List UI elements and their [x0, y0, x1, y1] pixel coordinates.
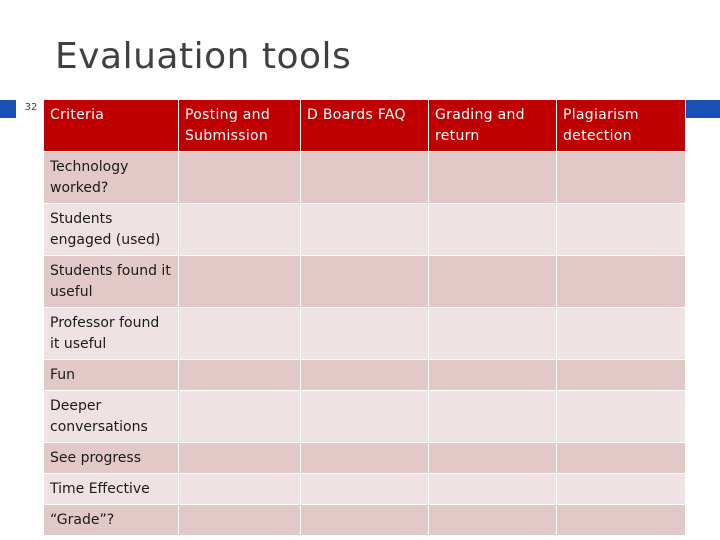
- slide-number: 32: [16, 98, 46, 118]
- table-cell: [179, 308, 301, 360]
- table-row: [44, 204, 686, 256]
- header-criteria: Criteria: [44, 100, 179, 152]
- slide-title: Evaluation tools: [55, 36, 352, 77]
- table-cell: [557, 391, 686, 443]
- table-cell: [179, 505, 301, 536]
- table-cell: [557, 474, 686, 505]
- table-cell: [179, 152, 301, 204]
- header-posting-submission: Posting and Submission: [179, 100, 301, 152]
- row-label: Fun: [44, 360, 179, 391]
- table-cell: [557, 204, 686, 256]
- row-label: Technology worked?: [44, 152, 179, 204]
- row-label: “Grade”?: [44, 505, 179, 536]
- table-cell: [557, 505, 686, 536]
- table-cell: [429, 360, 557, 391]
- table-cell: [429, 391, 557, 443]
- table-cell: [429, 308, 557, 360]
- table-cell: [301, 474, 429, 505]
- table-cell: [429, 443, 557, 474]
- table-cell: [179, 204, 301, 256]
- table-cell: [557, 256, 686, 308]
- table-row: [44, 474, 686, 505]
- table-cell: [301, 152, 429, 204]
- table-cell: [179, 360, 301, 391]
- table-cell: [301, 443, 429, 474]
- table-cell: [301, 360, 429, 391]
- table-cell: [429, 204, 557, 256]
- header-grading-return: Grading and return: [429, 100, 557, 152]
- table-cell: [179, 391, 301, 443]
- table-cell: [179, 474, 301, 505]
- table-cell: [179, 443, 301, 474]
- table-cell: [179, 256, 301, 308]
- table-row: [44, 443, 686, 474]
- table-cell: [429, 474, 557, 505]
- row-label: Professor found it useful: [44, 308, 179, 360]
- table-cell: [301, 308, 429, 360]
- row-label: Time Effective: [44, 474, 179, 505]
- table-cell: [301, 391, 429, 443]
- table-row: [44, 152, 686, 204]
- table-cell: [301, 256, 429, 308]
- header-d-boards-faq: D Boards FAQ: [301, 100, 429, 152]
- row-label: See progress: [44, 443, 179, 474]
- table-cell: [557, 152, 686, 204]
- table-row: [44, 391, 686, 443]
- table-cell: [429, 256, 557, 308]
- table-cell: [557, 308, 686, 360]
- table-row: [44, 505, 686, 536]
- row-label: Students found it useful: [44, 256, 179, 308]
- table-cell: [429, 505, 557, 536]
- table-row: [44, 360, 686, 391]
- table-cell: [429, 152, 557, 204]
- table-header-row: [44, 100, 686, 152]
- table-cell: [301, 204, 429, 256]
- evaluation-table: [43, 99, 686, 536]
- header-plagiarism-detection: Plagiarism detection: [557, 100, 686, 152]
- table-cell: [301, 505, 429, 536]
- table-row: [44, 256, 686, 308]
- table-cell: [557, 443, 686, 474]
- row-label: Students engaged (used): [44, 204, 179, 256]
- row-label: Deeper conversations: [44, 391, 179, 443]
- table-cell: [557, 360, 686, 391]
- table-row: [44, 308, 686, 360]
